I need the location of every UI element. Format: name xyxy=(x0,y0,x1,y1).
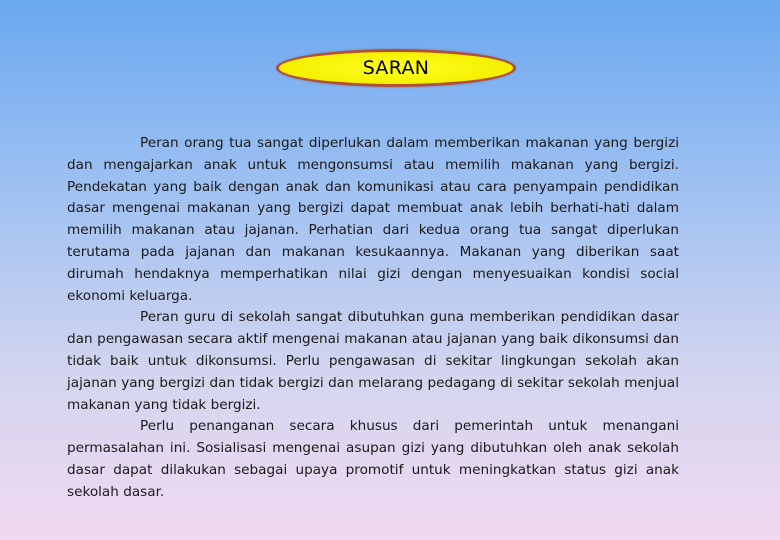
slide-title: SARAN xyxy=(362,57,430,79)
paragraph-parents: Peran orang tua sangat diperlukan dalam memberikan makanan yang bergizi dan mengajarkan anak untuk mengonsumsi atau memilih makanan yang bergizi. Pendekatan yang baik dengan anak dan komunikasi atau cara penyampain pendidikan dasar mengenai makanan yang bergizi dapat membuat anak lebih berhati-hati dalam memilih makanan atau jajanan. Perhatian dari kedua orang tua sangat diperlukan terutama pada jajanan dan makanan kesukaannya. Makanan yang diberikan saat dirumah hendaknya memperhatikan nilai gizi dengan menyesuaikan kondisi social ekonomi keluarga. xyxy=(67,135,679,304)
title-oval xyxy=(276,49,516,87)
paragraph-teachers: Peran guru di sekolah sangat dibutuhkan guna memberikan pendidikan dasar dan pengawasan secara aktif mengenai makanan atau jajanan yang baik dikonsumsi dan tidak baik untuk dikonsumsi. Perlu pengawasan di sekitar lingkungan sekolah akan jajanan yang bergizi dan tidak bergizi dan melarang pedagang di sekitar sekolah menjual makanan yang tidak bergizi. xyxy=(67,309,679,413)
slide-body xyxy=(67,133,679,504)
paragraph-government: Perlu penanganan secara khusus dari pemerintah untuk menangani permasalahan ini. Sosialisasi mengenai asupan gizi yang dibutuhkan oleh anak sekolah dasar dapat dilakukan sebagai upaya promotif untuk meningkatkan status gizi anak sekolah dasar. xyxy=(67,418,679,500)
